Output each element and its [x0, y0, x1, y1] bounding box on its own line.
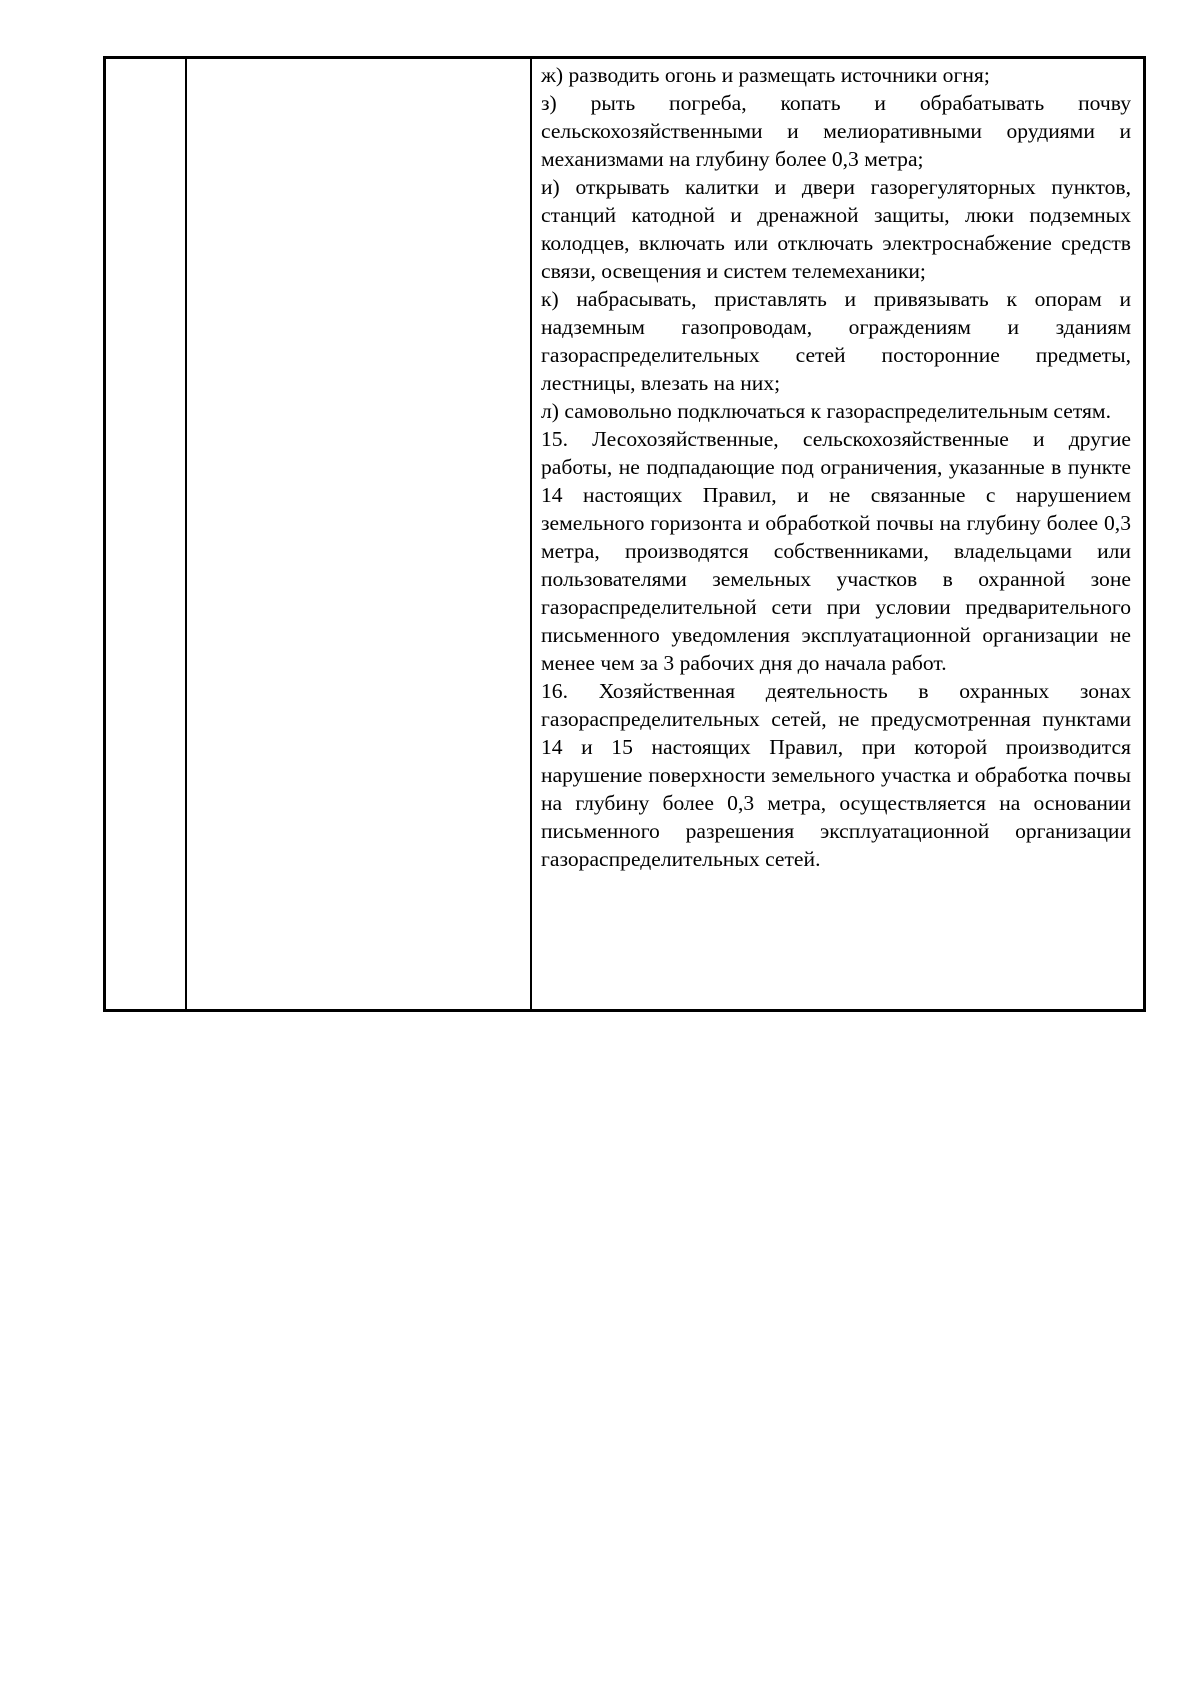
- paragraph-z: з) рыть погреба, копать и обрабатывать почву сельскохозяйственными и мелиоративными орудиями и механизмами на глубину более 0,3 метра;: [541, 91, 1131, 171]
- document-table: [103, 56, 1146, 1012]
- paragraph-i: и) открывать калитки и двери газорегуляторных пунктов, станций катодной и дренажной защиты, люки подземных колодцев, включать или отключать электроснабжение средств связи, освещения и систем телемеханики;: [541, 175, 1131, 283]
- table-column-content: [532, 59, 1143, 1009]
- paragraph-l: л) самовольно подключаться к газораспределительным сетям.: [541, 399, 1111, 423]
- paragraph-k: к) набрасывать, приставлять и привязывать к опорам и надземным газопроводам, ограждениям и зданиям газораспределительных сетей посторонние предметы, лестницы, влезать на них;: [541, 287, 1131, 395]
- table-column-name: [187, 59, 532, 1009]
- paragraph-16: 16. Хозяйственная деятельность в охранных зонах газораспределительных сетей, не предусмотренная пунктами 14 и 15 настоящих Правил, при которой производится нарушение поверхности земельного участка и обработка почвы на глубину более 0,3 метра, осуществляется на основании письменного разрешения эксплуатационной организации газораспределительных сетей.: [541, 679, 1131, 871]
- paragraph-zh: ж) разводить огонь и размещать источники огня;: [541, 63, 990, 87]
- paragraph-15: 15. Лесохозяйственные, сельскохозяйственные и другие работы, не подпадающие под ограничения, указанные в пункте 14 настоящих Правил, и не связанные с нарушением земельного горизонта и обработкой почвы на глубину более 0,3 метра, производятся собственниками, владельцами или пользователями земельных участков в охранной зоне газораспределительной сети при условии предварительного письменного уведомления эксплуатационной организации не менее чем за 3 рабочих дня до начала работ.: [541, 427, 1131, 675]
- table-column-number: [106, 59, 187, 1009]
